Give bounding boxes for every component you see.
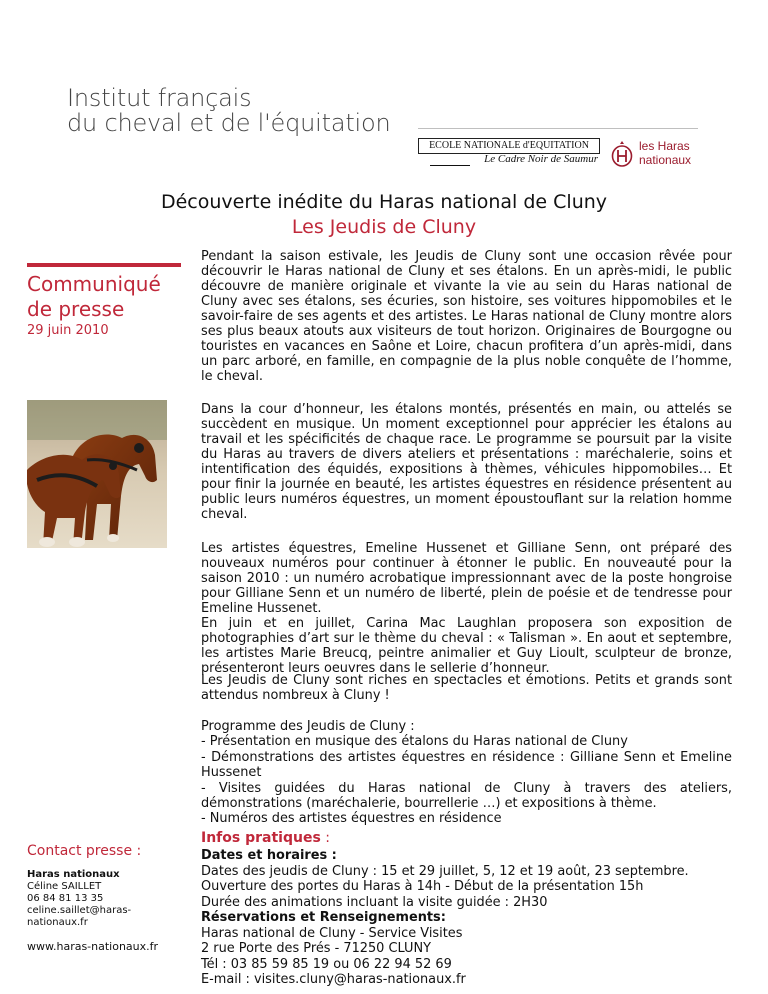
horses-photo — [27, 400, 167, 548]
haras-line1: les Haras — [639, 139, 690, 153]
dates-line: Dates des jeudis de Cluny : 15 et 29 juillet, 5, 12 et 19 août, 23 septembre. — [201, 863, 689, 879]
infos-heading-colon: : — [320, 830, 330, 846]
dates-line: Durée des animations incluant la visite guidée : 2H30 — [201, 894, 548, 910]
contact-email-line2[interactable]: nationaux.fr — [27, 917, 88, 928]
resa-phone: Tél : 03 85 59 85 19 ou 06 22 94 52 69 — [201, 956, 452, 972]
contact-heading: Contact presse : — [27, 843, 142, 859]
paragraph-closing: Les Jeudis de Cluny sont riches en spectacles et émotions. Petits et grands sont attendus nombreux à Cluny ! — [201, 673, 732, 703]
ecole-tagline: Le Cadre Noir de Saumur — [484, 153, 598, 165]
infos-heading-text: Infos pratiques — [201, 830, 321, 846]
haras-emblem-icon — [611, 139, 633, 167]
haras-line2: nationaux — [639, 153, 692, 167]
contact-email-line1[interactable]: celine.saillet@haras- — [27, 905, 132, 916]
press-title: Découverte inédite du Haras national de Cluny — [160, 191, 608, 213]
communique-line1: Communiqué — [27, 272, 161, 296]
ecole-logo-box: ECOLE NATIONALE d'EQUITATION — [418, 138, 600, 154]
communique-line2: de presse — [27, 297, 125, 321]
communique-heading — [27, 272, 161, 322]
header-divider — [418, 128, 698, 129]
dates-line: Ouverture des portes du Haras à 14h - Début de la présentation 15h — [201, 879, 644, 894]
infos-heading — [201, 830, 330, 846]
programme-item: - Numéros des artistes équestres en résidence — [201, 811, 502, 827]
infos-block — [201, 848, 741, 988]
dates-label: Dates et horaires : — [201, 848, 337, 863]
paragraph-artists-a: Les artistes équestres, Emeline Hussenet et Gilliane Senn, ont préparé des nouveaux numéros pour continuer à étonner le public. En nouveauté pour la saison 2010 : un numéro acrobatique impressionnant avec de la poste hongroise pour Gilliane Senn et un numéro de liberté, plein de poésie et de tendresse pour Emeline Hussenet. — [201, 541, 732, 616]
resa-line: Haras national de Cluny - Service Visites — [201, 925, 463, 941]
paragraph-programme: Dans la cour d’honneur, les étalons montés, présentés en main, ou attelés se succèdent en musique. Un moment exceptionnel pour apprécier les étalons au travail et les spécificités de chaque race. Le programme se poursuit par la visite du Haras au travers de divers ateliers et présentations : maréchalerie, soins et intentification des équidés, expositions à thèmes, véhicules hippomobiles… Et pour finir la journée en beauté, les artistes équestres en résidence présentent au public leurs numéros équestres, un moment époustouflant sur la relation homme cheval. — [201, 402, 732, 522]
programme-item: - Démonstrations des artistes équestres en résidence : Gilliane Senn et Emeline Hussenet — [201, 749, 732, 781]
contact-org: Haras nationaux — [27, 869, 120, 880]
press-subtitle: Les Jeudis de Cluny — [291, 216, 477, 238]
resa-label: Réservations et Renseignements: — [201, 910, 446, 925]
contact-details — [27, 869, 131, 929]
paragraph-intro: Pendant la saison estivale, les Jeudis de Cluny sont une occasion rêvée pour découvrir le Haras national de Cluny et ses étalons. En un après-midi, le public découvre de manière originale et vivante la vie au sein du Haras national de Cluny avec ses étalons, ses écuries, son histoire, ses voitures hippomobiles et le savoir-faire de ses agents et des artistes. Le Haras national de Cluny montre alors ses plus beaux atouts aux visiteurs de tout horizon. Originaires de Bourgogne ou touristes en vacances en Saône et Loire, chacun profitera d’un après-midi, dans un parc arboré, en famille, en compagnie de la plus noble conquête de l’homme, le cheval. — [201, 249, 732, 384]
resa-line: 2 rue Porte des Prés - 71250 CLUNY — [201, 941, 431, 956]
contact-phone: 06 84 81 13 35 — [27, 893, 104, 904]
haras-logo-text — [639, 139, 691, 167]
paragraph-artists-b: En juin et en juillet, Carina Mac Laughlan proposera son exposition de photographies d’art sur le thème du cheval : « Talisman ». En aout et septembre, les artistes Marie Breucq, peintre animalier et Guy Lioult, sculpteur de bronze, présenteront leurs oeuvres dans le sellerie d’honneur. — [201, 616, 732, 676]
institut-title-line1: Institut français — [67, 84, 252, 112]
paragraph-artists — [201, 541, 732, 676]
contact-name: Céline SAILLET — [27, 881, 102, 892]
tagline-rule — [430, 165, 470, 166]
programme-item: - Présentation en musique des étalons du Haras national de Cluny — [201, 734, 628, 750]
institut-title-line2: du cheval et de l'équitation — [67, 109, 391, 137]
release-date: 29 juin 2010 — [27, 323, 109, 338]
programme-list — [201, 719, 732, 827]
programme-title: Programme des Jeudis de Cluny : — [201, 719, 415, 734]
website-link[interactable]: www.haras-nationaux.fr — [27, 940, 159, 953]
sidebar-red-bar — [27, 263, 181, 267]
programme-item: - Visites guidées du Haras national de Cluny à travers des ateliers, démonstrations (maréchalerie, bourrellerie …) et expositions à thème. — [201, 780, 732, 812]
resa-email[interactable]: E-mail : visites.cluny@haras-nationaux.fr — [201, 972, 466, 987]
